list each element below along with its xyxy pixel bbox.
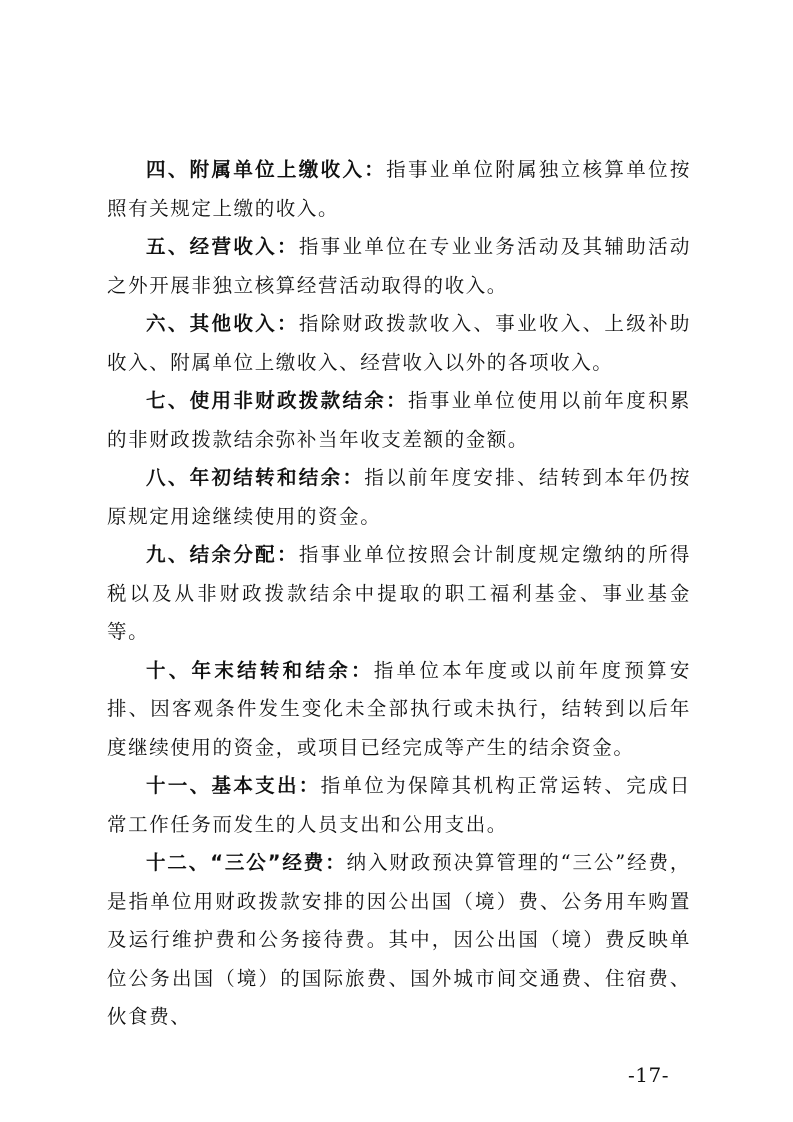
paragraph-beginning-carryover [107,459,691,536]
term-definition: 指以前年度安排、结转到本年仍按原规定用途继续使用的资金。 [107,466,691,528]
paragraph-affiliated-unit-income [107,151,691,228]
term-definition: 指事业单位使用以前年度积累的非财政拨款结余弥补当年收支差额的金额。 [107,389,691,451]
term-definition: 指单位为保障其机构正常运转、完成日常工作任务而发生的人员支出和公用支出。 [107,774,691,836]
term-definition: 纳入财政预决算管理的“三公”经费，是指单位用财政拨款安排的因公出国（境）费、公务用车购置及运行维护费和公务接待费。其中，因公出国（境）费反映单位公务出国（境）的国际旅费、国外城市间交通费、住宿费、伙食费、 [107,851,691,1028]
term-heading: 五、经营收入： [146,235,299,258]
term-definition: 指除财政拨款收入、事业收入、上级补助收入、附属单位上缴收入、经营收入以外的各项收入。 [107,312,691,374]
paragraph-other-income [107,305,691,382]
term-definition: 指单位本年度或以前年度预算安排、因客观条件发生变化未全部执行或未执行，结转到以后年度继续使用的资金，或项目已经完成等产生的结余资金。 [107,658,691,759]
term-definition: 指事业单位按照会计制度规定缴纳的所得税以及从非财政拨款结余中提取的职工福利基金、事业基金等。 [107,543,691,643]
paragraph-surplus-distribution [107,536,691,652]
paragraph-basic-expenditure [107,767,691,844]
term-heading: 七、使用非财政拨款结余： [146,389,408,412]
paragraph-non-fiscal-surplus-use [107,382,691,459]
page-number: -17- [628,1063,669,1087]
term-heading: 六、其他收入： [146,312,299,335]
term-heading: 八、年初结转和结余： [146,466,365,489]
term-heading: 十二、“三公”经费： [146,851,347,874]
paragraph-three-public-expenses [107,844,691,1037]
body-text [107,151,691,1037]
paragraph-operating-income [107,228,691,305]
term-definition: 指事业单位附属独立核算单位按照有关规定上缴的收入。 [107,158,691,220]
term-definition: 指事业单位在专业业务活动及其辅助活动之外开展非独立核算经营活动取得的收入。 [107,235,691,297]
term-heading: 四、附属单位上缴收入： [146,158,387,181]
term-heading: 十、年末结转和结余： [146,658,374,682]
paragraph-year-end-carryover [107,652,691,768]
term-heading: 九、结余分配： [146,543,299,566]
term-heading: 十一、基本支出： [146,774,321,797]
